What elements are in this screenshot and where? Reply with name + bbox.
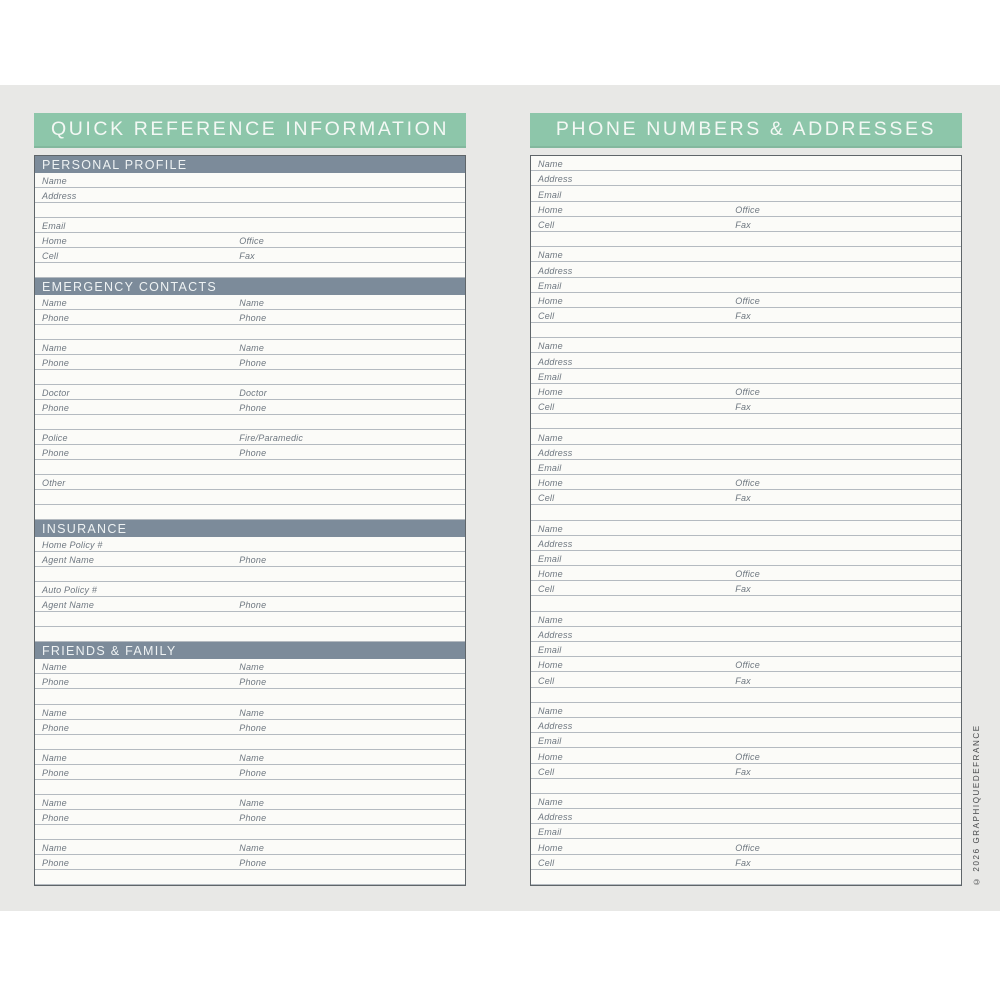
field-label-name: Name [538,432,563,443]
field-label-office: Office [735,387,760,397]
field-label-email: Email [538,462,562,473]
form-row [531,278,961,293]
form-row [531,733,961,748]
field-label-cell: Cell [538,311,555,322]
form-row [531,566,961,581]
form-row [35,203,465,218]
form-row [35,597,465,612]
field-label-home-policy: Home Policy # [42,540,103,551]
form-row [35,263,465,278]
quick-reference-form [34,155,466,886]
field-label-address: Address [538,356,573,367]
field-label-fax: Fax [735,857,751,868]
quick-reference-title: QUICK REFERENCE INFORMATION [34,113,466,148]
field-label-address: Address [538,630,573,640]
form-row [35,248,465,263]
field-label-name: Name [538,341,563,352]
field-label-cell: Cell [538,402,555,413]
form-row [35,295,465,310]
form-row [531,414,961,429]
field-label-home: Home [538,569,563,580]
form-row [35,490,465,505]
form-row [35,705,465,720]
field-label-office: Office [735,295,760,306]
field-label-phone: Phone [239,722,267,733]
field-label-agent-name: Agent Name [42,600,95,611]
form-row [531,353,961,368]
form-row [35,505,465,520]
field-label-phone: Phone [42,677,70,688]
form-row [531,323,961,338]
field-label-police: Police [42,433,68,444]
field-label-name: Name [42,707,67,718]
form-row [531,688,961,703]
field-label-cell: Cell [538,675,555,686]
form-row [35,689,465,704]
field-label-email: Email [538,736,562,747]
form-row [35,460,465,475]
field-label-other: Other [42,478,66,489]
form-row [531,186,961,201]
form-row [531,399,961,414]
field-label-address: Address [538,538,573,549]
form-row [531,247,961,262]
form-row [35,355,465,370]
field-label-email: Email [42,221,66,232]
field-label-name: Name [239,752,265,763]
form-row [35,659,465,674]
phone-addresses-title: PHONE NUMBERS & ADDRESSES [530,113,962,148]
form-row [531,505,961,520]
field-label-phone: Phone [42,448,70,459]
field-label-name: Name [239,298,265,309]
field-label-office: Office [735,660,760,671]
field-label-office: Office [735,842,760,853]
form-row [531,718,961,733]
field-label-home: Home [538,660,563,671]
form-row [35,537,465,552]
form-row [531,824,961,839]
form-row [35,840,465,855]
field-label-office: Office [735,204,760,215]
form-row [35,855,465,870]
field-label-address: Address [538,721,573,732]
form-row [35,582,465,597]
form-row [531,460,961,475]
field-label-doctor: Doctor [42,388,70,399]
field-label-email: Email [538,554,562,565]
field-label-address: Address [538,265,573,276]
field-label-name: Name [42,343,67,354]
field-label-phone: Phone [42,722,70,733]
phone-addresses-form [530,155,962,886]
field-label-email: Email [538,645,562,656]
field-label-name: Name [239,662,265,673]
field-label-fax: Fax [735,675,751,686]
form-row [35,780,465,795]
field-label-phone: Phone [239,313,267,324]
form-row [35,218,465,233]
field-label-address: Address [538,447,573,458]
field-label-home: Home [42,236,67,247]
field-label-cell: Cell [42,251,59,262]
field-label-fax: Fax [735,219,751,230]
field-label-phone: Phone [239,555,267,566]
field-label-phone: Phone [42,857,70,868]
form-row [531,581,961,596]
form-row [35,188,465,203]
field-label-home: Home [538,387,563,397]
section-header-insurance: INSURANCE [35,520,465,537]
field-label-fax: Fax [735,584,751,595]
field-label-home: Home [538,842,563,853]
field-label-phone: Phone [239,812,267,823]
field-label-office: Office [239,236,264,247]
form-row [531,627,961,642]
field-label-name: Name [239,797,265,808]
form-row [531,809,961,824]
field-label-phone: Phone [239,403,267,414]
field-label-name: Name [239,707,265,718]
form-row [531,445,961,460]
form-row [531,748,961,763]
form-row [531,596,961,611]
section-header-emergency-contacts: EMERGENCY CONTACTS [35,278,465,295]
form-row [35,735,465,750]
form-row [35,325,465,340]
form-row [531,156,961,171]
field-label-cell: Cell [538,766,555,777]
field-label-name: Name [538,523,563,534]
form-row [35,674,465,689]
field-label-home: Home [538,204,563,215]
form-row [531,672,961,687]
field-label-name: Name [538,614,563,625]
form-row [531,475,961,490]
field-label-office: Office [735,751,760,762]
form-row [531,794,961,809]
form-row [35,430,465,445]
field-label-phone: Phone [42,403,70,414]
form-row [531,338,961,353]
field-label-home: Home [538,478,563,489]
field-label-fax: Fax [735,402,751,413]
field-label-home: Home [538,295,563,306]
form-row [531,870,961,885]
field-label-cell: Cell [538,584,555,595]
form-row [35,720,465,735]
field-label-name: Name [538,250,563,261]
field-label-auto-policy: Auto Policy # [42,585,98,596]
form-row [531,839,961,854]
form-row [531,490,961,505]
form-row [531,855,961,870]
form-row [35,370,465,385]
field-label-phone: Phone [239,358,267,369]
field-label-office: Office [735,569,760,580]
field-label-email: Email [538,827,562,838]
field-label-cell: Cell [538,493,555,504]
field-label-phone: Phone [239,677,267,688]
form-row [35,445,465,460]
field-label-address: Address [42,191,77,202]
field-label-phone: Phone [239,857,267,868]
field-label-name: Name [42,842,67,853]
form-row [35,385,465,400]
form-row [531,232,961,247]
field-label-name: Name [538,159,563,170]
field-label-cell: Cell [538,857,555,868]
field-label-fax: Fax [239,251,255,262]
form-row [35,795,465,810]
form-row [35,173,465,188]
field-label-name: Name [538,797,563,808]
form-row [531,308,961,323]
form-row [35,870,465,885]
field-label-phone: Phone [42,812,70,823]
form-row [35,810,465,825]
field-label-phone: Phone [42,767,70,778]
field-label-phone: Phone [42,358,70,369]
field-label-email: Email [538,189,562,200]
field-label-phone: Phone [239,600,267,611]
field-label-address: Address [538,174,573,185]
field-label-doctor: Doctor [239,388,267,399]
field-label-name: Name [42,298,67,309]
form-row [531,703,961,718]
form-row [531,779,961,794]
section-header-personal-profile: PERSONAL PROFILE [35,156,465,173]
field-label-fire-paramedic: Fire/Paramedic [239,433,304,444]
field-label-email: Email [538,280,562,291]
field-label-phone: Phone [239,448,267,459]
field-label-email: Email [538,371,562,382]
form-row [35,340,465,355]
form-row [531,657,961,672]
form-row [531,369,961,384]
form-row [531,171,961,186]
form-row [531,384,961,399]
field-label-fax: Fax [735,493,751,504]
field-label-phone: Phone [239,767,267,778]
field-label-address: Address [538,812,573,823]
form-row [35,552,465,567]
field-label-home: Home [538,751,563,762]
form-row [35,567,465,582]
form-row [531,642,961,657]
form-row [35,475,465,490]
form-row [531,521,961,536]
field-label-name: Name [42,752,67,763]
form-row [35,415,465,430]
field-label-name: Name [239,842,265,853]
form-row [531,262,961,277]
form-row [35,765,465,780]
form-row [531,764,961,779]
field-label-fax: Fax [735,311,751,322]
form-row [531,551,961,566]
form-row [531,429,961,444]
form-row [531,202,961,217]
form-row [531,536,961,551]
section-header-friends-family: FRIENDS & FAMILY [35,642,465,659]
field-label-office: Office [735,478,760,489]
field-label-name: Name [42,662,67,673]
field-label-phone: Phone [42,313,70,324]
form-row [35,310,465,325]
form-row [35,825,465,840]
copyright-text: © 2026 GRAPHIQUEDEFRANCE [972,724,981,886]
field-label-name: Name [239,343,265,354]
form-row [35,750,465,765]
form-row [531,217,961,232]
form-row [35,627,465,642]
form-row [35,400,465,415]
form-row [35,612,465,627]
field-label-name: Name [538,705,563,716]
field-label-name: Name [42,797,67,808]
form-row [531,612,961,627]
form-row [531,293,961,308]
field-label-fax: Fax [735,766,751,777]
field-label-name: Name [42,176,67,187]
form-row [35,233,465,248]
field-label-agent-name: Agent Name [42,555,95,566]
field-label-cell: Cell [538,219,555,230]
